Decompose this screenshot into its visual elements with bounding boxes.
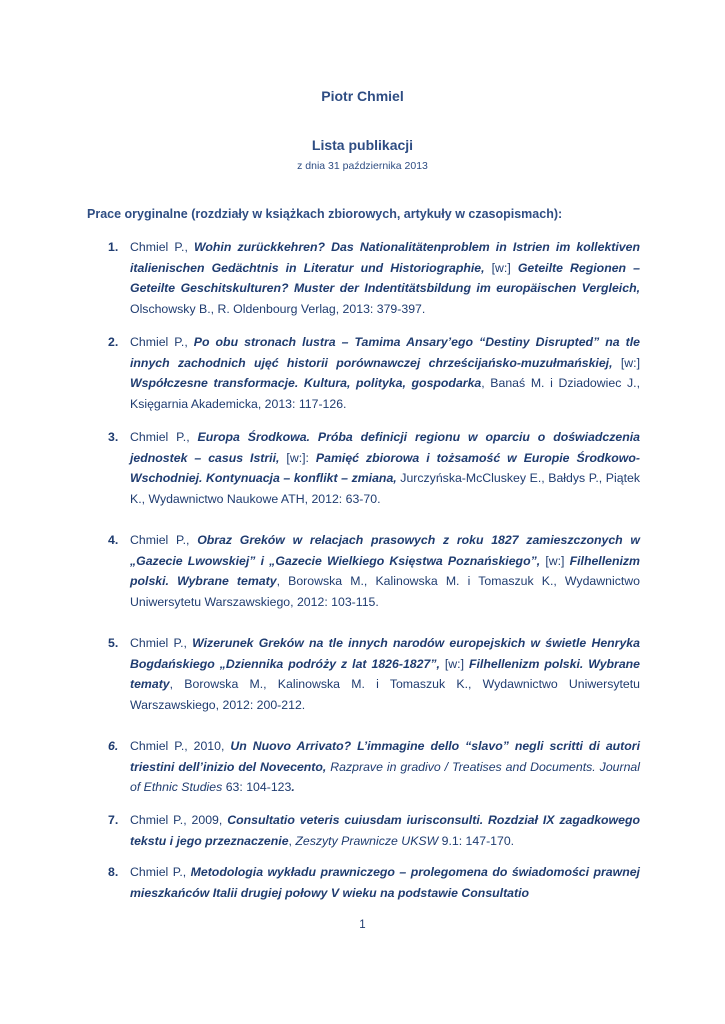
entry-number: 5. [108, 636, 119, 650]
entry-details: 9.1: 147-170. [438, 833, 515, 848]
entry-separator: , [288, 833, 296, 848]
entry-title: Consultatio veteris cuiusdam iurisconsulti. Rozdział IX zagadkowego tekstu i jego przeznaczenie [130, 813, 640, 848]
entry-title: Obraz Greków w relacjach prasowych z roku 1827 zamieszczonych w „Gazecie Lwowskiej” i „Gazecie Wielkiego Księstwa Poznańskiego”, [130, 533, 640, 568]
entry-number: 8. [108, 865, 119, 879]
entry-number: 3. [108, 430, 119, 444]
entry-in-marker: [w:] [540, 553, 570, 568]
section-heading: Prace oryginalne (rozdziały w książkach zbiorowych, artykuły w czasopismach): [87, 207, 563, 221]
entry-details: Jurczyńska-McCluskey E., Bałdys P., Piątek K., Wydawnictwo Naukowe ATH, 2012: 63-70. [130, 471, 640, 506]
entry-book-subtitle: . Wybrane tematy [130, 656, 641, 692]
publication-entry-8 [108, 862, 640, 903]
document-date: z dnia 31 października 2013 [297, 160, 428, 172]
publication-entry-6 [108, 736, 640, 798]
entry-author: Chmiel P., [130, 335, 194, 349]
document-title: Lista publikacji [311, 137, 414, 153]
publication-entry-7 [108, 810, 640, 851]
publication-entry-3 [108, 427, 640, 509]
entry-author: Chmiel P., 2009, [130, 813, 228, 827]
entry-number: 6. [108, 739, 119, 753]
entry-title: Metodologia wykładu prawniczego – prolegomena do świadomości prawnej mieszkańców Italii drugiej połowy V wieku na podstawie Consultatio [130, 865, 640, 900]
entry-book-title: Współczesne transformacje. Kultura, polityka, gospodarka [130, 376, 482, 391]
entry-in-marker: [w:] [612, 355, 640, 370]
entry-details: , Banaś M. i Dziadowiec J., Księgarnia Akademicka, 2013: 117-126. [130, 376, 640, 411]
entry-book-title: Pamięć zbiorowa i tożsamość w Europie Środkowo-Wschodniej. Kontynuacja – konflikt – zmiana, [130, 450, 640, 486]
entry-end-mark: . [291, 780, 295, 795]
entry-title: Wizerunek Greków na tle innych narodów europejskich w świetle Henryka Bogdańskiego „Dziennika podróży z lat 1826-1827”, [130, 636, 640, 671]
entry-details: , Borowska M., Kalinowska M. i Tomaszuk K., Wydawnictwo Uniwersytetu Warszawskiego, 2012: 200-212. [130, 677, 640, 712]
entry-author: Chmiel P., [130, 240, 195, 254]
entry-details: Olschowsky B., R. Oldenbourg Verlag, 2013: 379-397. [130, 301, 426, 316]
entry-journal: Razprave in gradivo / Treatises and Documents. Journal of Ethnic Studies [130, 759, 640, 795]
entry-book-title: Filhellenizm polski [469, 656, 580, 671]
publication-entry-4 [108, 530, 640, 612]
entry-in-marker: [w:]: [279, 450, 316, 465]
entry-number: 4. [108, 533, 119, 547]
entry-details: 63: 104-123 [222, 780, 292, 795]
page-number: 1 [359, 919, 366, 931]
entry-title: Po obu stronach lustra – Tamima Ansary’ego “Destiny Disrupted” na tle innych zachodnich ujęć historii porównawczej chrześcijańsko-muzułmańskiej, [130, 335, 640, 370]
entry-author: Chmiel P., [130, 865, 191, 879]
entry-author: Chmiel P., [130, 430, 198, 444]
entry-in-marker: [w:] [484, 260, 518, 275]
entry-author: Chmiel P., 2010, [130, 739, 231, 753]
author-name: Piotr Chmiel [321, 88, 404, 104]
entry-in-marker: [w:] [439, 656, 469, 671]
entry-author: Chmiel P., [130, 533, 198, 547]
entry-number: 2. [108, 335, 119, 349]
publication-entry-5 [108, 633, 640, 715]
entry-number: 7. [108, 813, 119, 827]
entry-details: , Borowska M., Kalinowska M. i Tomaszuk K., Wydawnictwo Uniwersytetu Warszawskiego, 2012: 103-115. [130, 574, 640, 609]
publication-entry-2 [108, 332, 640, 414]
entry-author: Chmiel P., [130, 636, 193, 650]
entry-book-title: Geteilte Regionen – Geteilte Geschitskulturen? Muster der Indentitätsbildung im europäischen Vergleich, [130, 260, 640, 296]
entry-title: Un Nuovo Arrivato? L’immagine dello “slavo” negli scritti di autori triestini dell’inizio del Novecento, [130, 739, 640, 774]
entry-number: 1. [108, 240, 119, 254]
entry-title: Europa Środkowa. Próba definicji regionu w oparciu o doświadczenia jednostek – casus Istrii, [130, 430, 640, 465]
publication-entry-1 [108, 237, 640, 319]
entry-journal: Zeszyty Prawnicze UKSW [295, 833, 439, 848]
entry-title: Wohin zurückkehren? Das Nationalitätenproblem in Istrien im kollektiven italienischen Gedächtnis in Literatur und Historiographie, [130, 240, 640, 275]
entry-book-title: Filhellenizm polski. Wybrane tematy [130, 553, 640, 589]
